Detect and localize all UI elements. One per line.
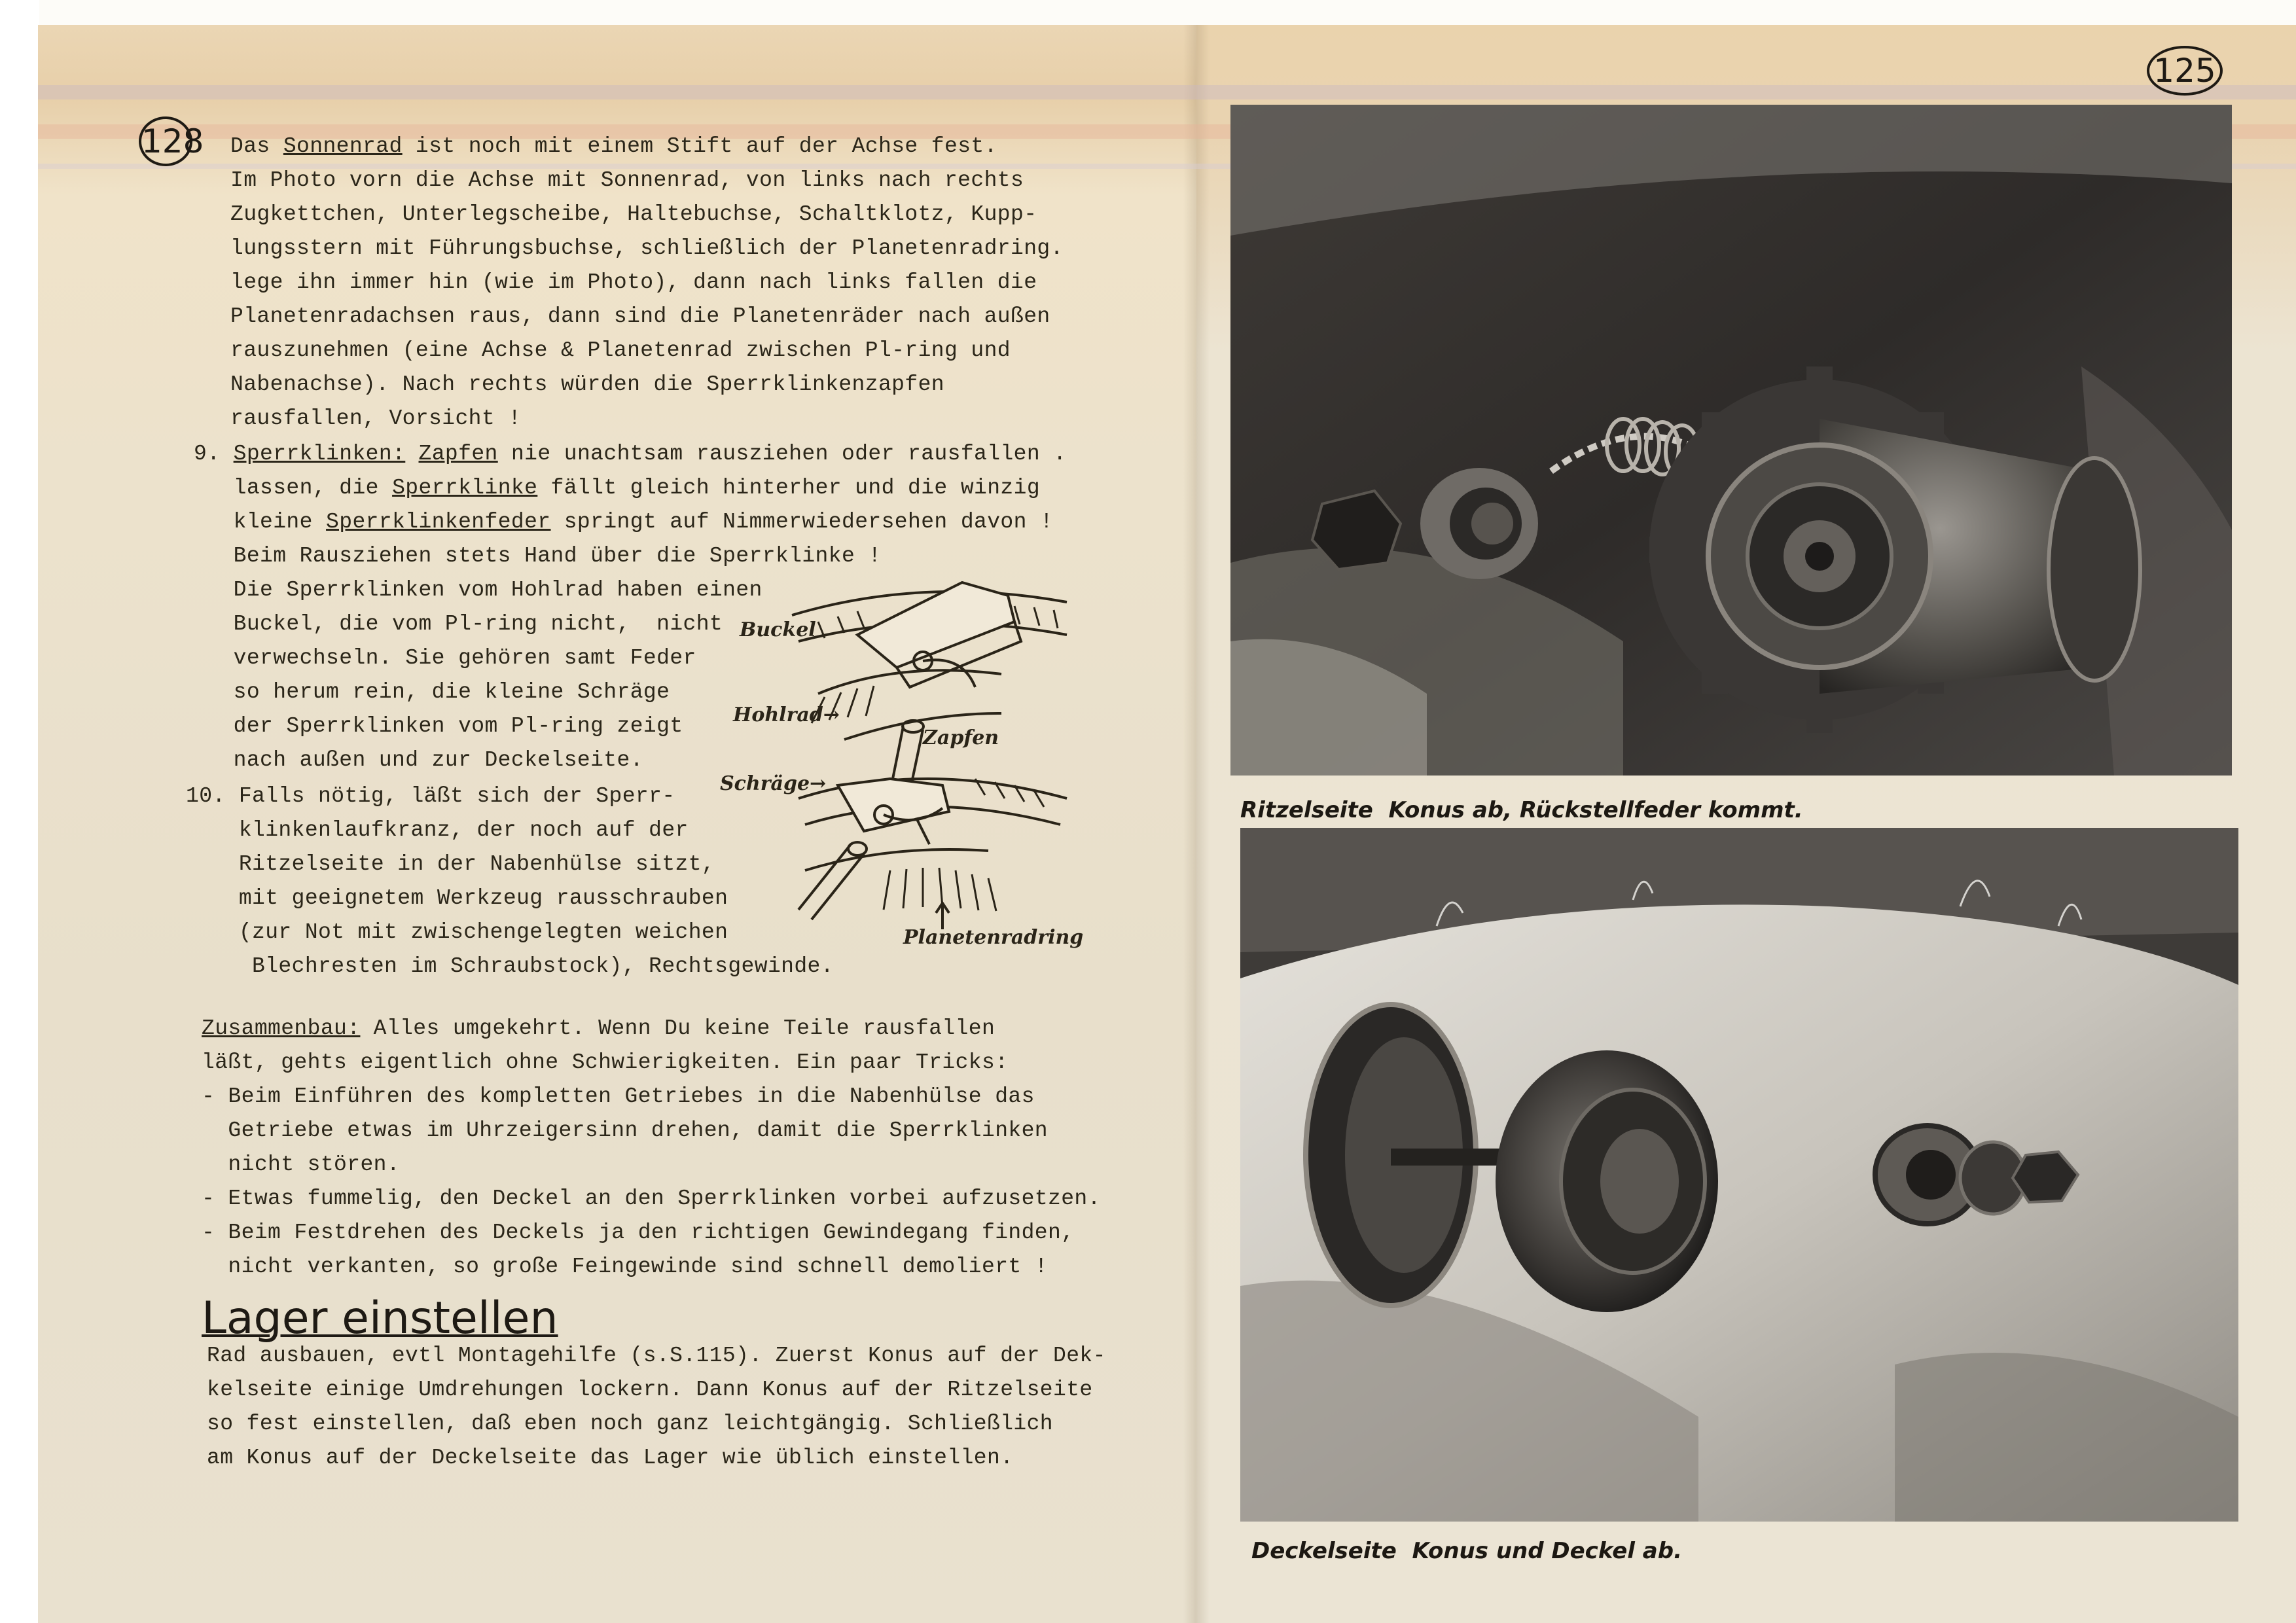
- text-run: mit geeignetem Werkzeug rausschrauben: [186, 886, 728, 910]
- underlined-term: Sperrklinken:: [233, 442, 406, 466]
- item9-line: [194, 442, 1066, 466]
- page-number-left: 128: [139, 116, 192, 166]
- text-run: verwechseln. Sie gehören samt Feder: [194, 646, 696, 670]
- sketch-label-hohlrad: Hohlrad→: [733, 704, 840, 726]
- sketch-label-schraege: Schräge→: [720, 772, 827, 795]
- intro-line: [230, 134, 997, 158]
- photo-deckelseite: [1240, 828, 2238, 1522]
- assembly-line: [202, 1255, 1048, 1279]
- bearing-line: [207, 1344, 1106, 1368]
- text-run: Getriebe etwas im Uhrzeigersinn drehen, damit die Sperrklinken: [202, 1118, 1049, 1143]
- text-run: 10. Falls nötig, läßt sich der Sperr-: [186, 784, 675, 808]
- assembly-line: [202, 1152, 400, 1177]
- item9-line: [194, 612, 723, 636]
- text-run: Alles umgekehrt. Wenn Du keine Teile rausfallen: [360, 1016, 996, 1041]
- page-gutter: [1183, 25, 1210, 1623]
- item10-line: [186, 784, 675, 808]
- intro-line: [230, 202, 1037, 226]
- text-run: rauszunehmen (eine Achse & Planetenrad zwischen Pl-ring und: [230, 338, 1011, 363]
- caption-bottom-photo: Deckelseite Konus und Deckel ab.: [1251, 1538, 1682, 1564]
- text-run: nicht verkanten, so große Feingewinde sind schnell demoliert !: [202, 1255, 1049, 1279]
- text-run: der Sperrklinken vom Pl-ring zeigt: [194, 714, 683, 738]
- text-run: - Beim Einführen des kompletten Getriebes in die Nabenhülse das: [202, 1084, 1035, 1109]
- text-run: Blechresten im Schraubstock), Rechtsgewinde.: [186, 954, 834, 978]
- text-run: nie unachtsam rausziehen oder rausfallen .: [497, 442, 1067, 466]
- assembly-line: [202, 1016, 995, 1041]
- assembly-line: [202, 1084, 1035, 1109]
- underlined-term: Sperrklinkenfeder: [326, 510, 551, 534]
- underlined-term: Zapfen: [418, 442, 498, 466]
- intro-line: [230, 406, 521, 431]
- assembly-line: [202, 1221, 1074, 1245]
- underlined-term: Zusammenbau:: [202, 1016, 361, 1041]
- item9-line: [194, 646, 696, 670]
- text-run: nicht stören.: [202, 1152, 401, 1177]
- item9-line: [194, 714, 683, 738]
- bearing-line: [207, 1412, 1053, 1436]
- text-run: Nabenachse). Nach rechts würden die Sperrklinkenzapfen: [230, 372, 944, 397]
- text-run: ist noch mit einem Stift auf der Achse fest.: [402, 134, 997, 158]
- text-run: kelseite einige Umdrehungen lockern. Dann Konus auf der Ritzelseite: [207, 1378, 1093, 1402]
- intro-line: [230, 372, 944, 397]
- text-run: klinkenlaufkranz, der noch auf der: [186, 818, 689, 842]
- text-run: lassen, die: [194, 476, 393, 500]
- sketch-label-planetenradring: Planetenradring: [903, 926, 1084, 949]
- item9-line: [194, 748, 643, 772]
- text-run: Ritzelseite in der Nabenhülse sitzt,: [186, 852, 715, 876]
- text-run: Das: [230, 134, 283, 158]
- intro-line: [230, 168, 1024, 192]
- text-run: fällt gleich hinterher und die winzig: [537, 476, 1041, 500]
- text-run: am Konus auf der Deckelseite das Lager wie üblich einstellen.: [207, 1446, 1014, 1470]
- sketch-label-buckel: Buckel: [740, 618, 816, 641]
- text-run: - Etwas fummelig, den Deckel an den Sperrklinken vorbei aufzusetzen.: [202, 1186, 1101, 1211]
- assembly-line: [202, 1050, 1008, 1075]
- text-run: lungsstern mit Führungsbuchse, schließlich der Planetenradring.: [230, 236, 1064, 260]
- item10-line: [186, 954, 834, 978]
- text-run: so herum rein, die kleine Schräge: [194, 680, 670, 704]
- text-run: (zur Not mit zwischengelegten weichen: [186, 920, 728, 944]
- item9-line: [194, 476, 1040, 500]
- scan-artifact-band: [38, 85, 2296, 99]
- text-run: Beim Rausziehen stets Hand über die Sperrklinke !: [194, 544, 882, 568]
- text-run: Im Photo vorn die Achse mit Sonnenrad, von links nach rechts: [230, 168, 1024, 192]
- assembly-line: [202, 1118, 1048, 1143]
- text-run: kleine: [194, 510, 327, 534]
- text-run: so fest einstellen, daß eben noch ganz leichtgängig. Schließlich: [207, 1412, 1054, 1436]
- text-run: [405, 442, 418, 466]
- text-run: Rad ausbauen, evtl Montagehilfe (s.S.115). Zuerst Konus auf der Dek-: [207, 1344, 1106, 1368]
- item10-line: [186, 818, 689, 842]
- text-run: Die Sperrklinken vom Hohlrad haben einen: [194, 578, 762, 602]
- underlined-term: Sperrklinke: [392, 476, 538, 500]
- text-run: läßt, gehts eigentlich ohne Schwierigkeiten. Ein paar Tricks:: [202, 1050, 1009, 1075]
- text-run: rausfallen, Vorsicht !: [230, 406, 522, 431]
- text-run: springt auf Nimmerwiedersehen davon !: [550, 510, 1054, 534]
- underlined-term: Sonnenrad: [283, 134, 403, 158]
- text-run: Buckel, die vom Pl-ring nicht, nicht: [194, 612, 723, 636]
- item10-line: [186, 886, 728, 910]
- bearing-line: [207, 1446, 1013, 1470]
- item9-line: [194, 680, 670, 704]
- text-run: Planetenradachsen raus, dann sind die Planetenräder nach außen: [230, 304, 1050, 329]
- assembly-line: [202, 1186, 1101, 1211]
- text-run: 9.: [194, 442, 234, 466]
- text-run: Zugkettchen, Unterlegscheibe, Haltebuchse, Schaltklotz, Kupp-: [230, 202, 1037, 226]
- item9-line: [194, 510, 1053, 534]
- photo-ritzelseite: [1230, 105, 2232, 776]
- sketch-label-zapfen: Zapfen: [923, 726, 999, 749]
- text-run: - Beim Festdrehen des Deckels ja den richtigen Gewindegang finden,: [202, 1221, 1075, 1245]
- caption-top-photo: Ritzelseite Konus ab, Rückstellfeder kommt.: [1240, 797, 1803, 823]
- text-run: lege ihn immer hin (wie im Photo), dann nach links fallen die: [230, 270, 1037, 294]
- item9-line: [194, 578, 762, 602]
- item10-line: [186, 920, 728, 944]
- text-run: nach außen und zur Deckelseite.: [194, 748, 643, 772]
- intro-line: [230, 270, 1037, 294]
- intro-line: [230, 236, 1064, 260]
- intro-line: [230, 304, 1050, 329]
- intro-line: [230, 338, 1011, 363]
- section-heading: Lager einstellen: [202, 1293, 558, 1344]
- bearing-line: [207, 1378, 1093, 1402]
- item10-line: [186, 852, 715, 876]
- page-number-right: 125: [2147, 46, 2223, 96]
